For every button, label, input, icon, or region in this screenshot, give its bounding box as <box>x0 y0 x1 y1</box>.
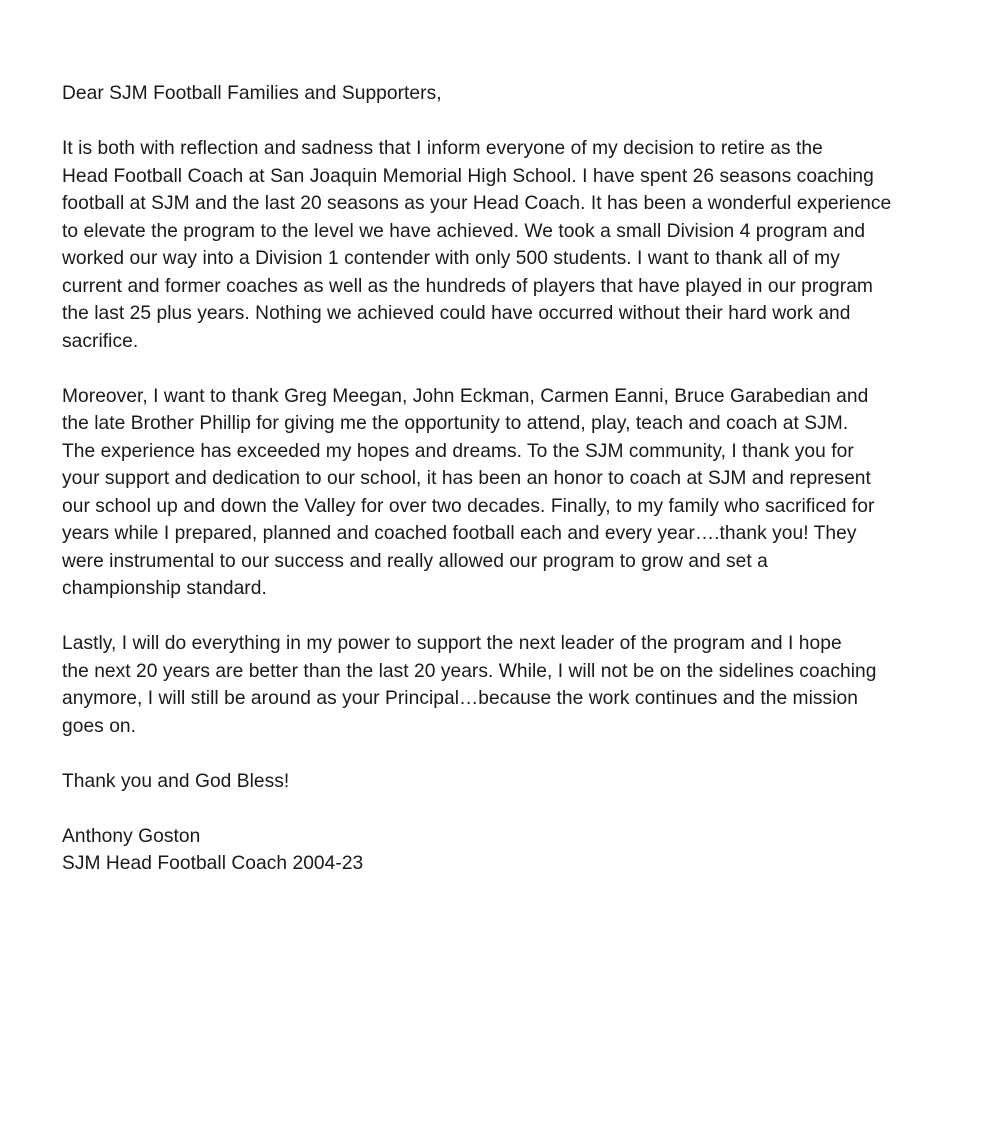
paragraph-line: goes on. <box>62 715 137 737</box>
paragraph-line: your support and dedication to our school, it has been an honor to coach at SJM and represent <box>62 468 871 489</box>
paragraph-gap <box>62 795 962 823</box>
paragraph-line: championship standard. <box>62 578 267 599</box>
signature-title: SJM Head Football Coach 2004-23 <box>62 853 364 874</box>
closing: Thank you and God Bless! <box>62 770 290 792</box>
paragraph-thanks <box>62 383 962 603</box>
paragraph-line: anymore, I will still be around as your Principal…because the work continues and the mission <box>62 688 858 709</box>
paragraph-line: The experience has exceeded my hopes and dreams. To the SJM community, I thank you for <box>62 440 854 462</box>
paragraph-line: to elevate the program to the level we have achieved. We took a small Division 4 program and <box>62 220 866 242</box>
paragraph-line: the last 25 plus years. Nothing we achieved could have occurred without their hard work and <box>62 303 851 324</box>
paragraph-line: were instrumental to our success and really allowed our program to grow and set a <box>62 550 768 572</box>
paragraph-gap <box>62 740 962 768</box>
paragraph-line: Head Football Coach at San Joaquin Memorial High School. I have spent 26 seasons coaching <box>62 165 874 187</box>
paragraph-line: current and former coaches as well as the hundreds of players that have played in our program <box>62 275 873 297</box>
paragraph-line: our school up and down the Valley for over two decades. Finally, to my family who sacrificed for <box>62 495 875 517</box>
signature-name: Anthony Goston <box>62 825 201 847</box>
salutation: Dear SJM Football Families and Supporters, <box>62 83 442 104</box>
paragraph-line: It is both with reflection and sadness that I inform everyone of my decision to retire as the <box>62 138 823 159</box>
paragraph-gap <box>62 108 962 136</box>
paragraph-future <box>62 630 962 740</box>
paragraph-line: worked our way into a Division 1 contender with only 500 students. I want to thank all of my <box>62 248 840 269</box>
paragraph-line: Lastly, I will do everything in my power to support the next leader of the program and I hope <box>62 633 842 654</box>
paragraph-gap <box>62 603 962 631</box>
letter-body <box>62 80 962 878</box>
paragraph-line: Moreover, I want to thank Greg Meegan, John Eckman, Carmen Eanni, Bruce Garabedian and <box>62 385 869 407</box>
paragraph-line: sacrifice. <box>62 330 139 352</box>
paragraph-line: years while I prepared, planned and coached football each and every year….thank you! They <box>62 523 857 544</box>
paragraph-line: the late Brother Phillip for giving me the opportunity to attend, play, teach and coach at SJM. <box>62 413 849 434</box>
paragraph-gap <box>62 355 962 383</box>
paragraph-line: football at SJM and the last 20 seasons as your Head Coach. It has been a wonderful experience <box>62 193 892 214</box>
paragraph-retirement-announcement <box>62 135 962 355</box>
paragraph-line: the next 20 years are better than the last 20 years. While, I will not be on the sidelines coaching <box>62 660 877 682</box>
